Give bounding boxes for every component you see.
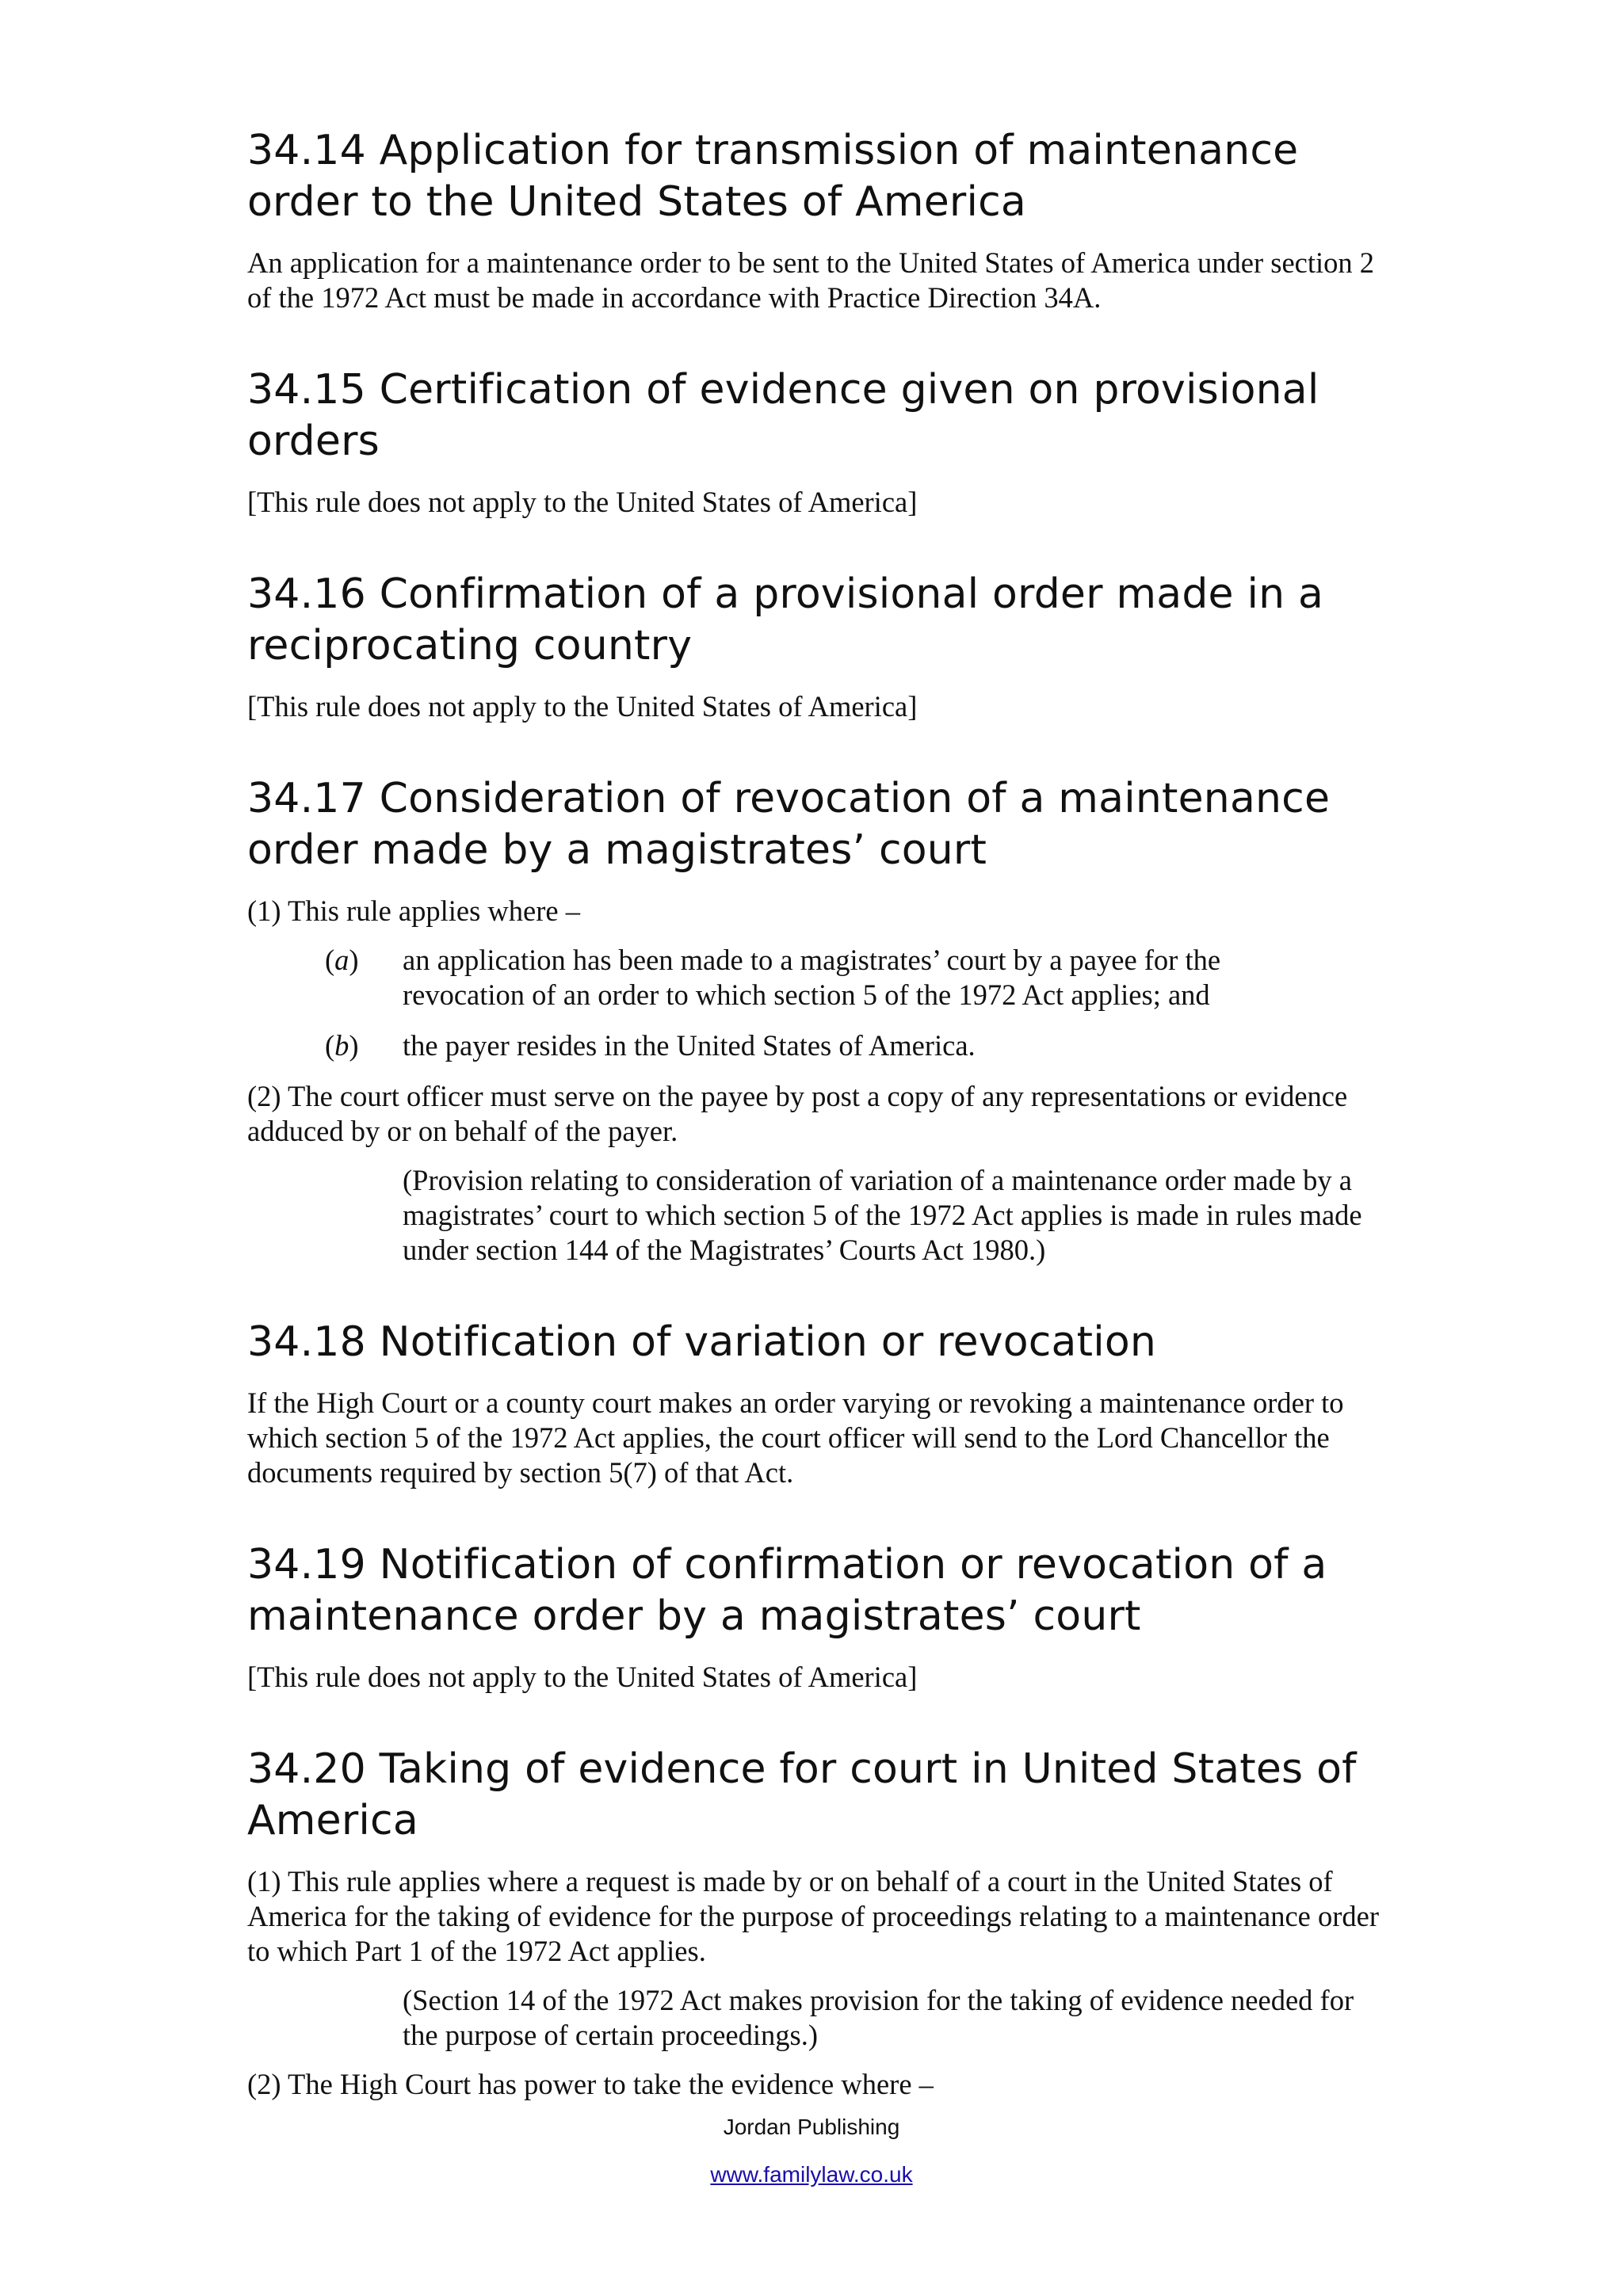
section-paragraph: [This rule does not apply to the United States of America]	[247, 486, 918, 518]
list-item-text: the payer resides in the United States of America.	[403, 1029, 976, 1062]
section-heading: 34.17 Consideration of revocation of a maintenance order made by a magistrates’ court	[247, 775, 1331, 874]
rule-34-15	[247, 364, 1388, 520]
section-heading: 34.14 Application for transmission of maintenance order to the United States of America	[247, 127, 1299, 226]
rule-34-16	[247, 569, 1388, 724]
editorial-note: (Section 14 of the 1972 Act makes provision for the taking of evidence needed for the purpose of certain proceedings.)	[403, 1984, 1354, 2051]
section-paragraph: (2) The court officer must serve on the payee by post a copy of any representations or evidence adduced by or on behalf of the payer.	[247, 1080, 1348, 1147]
rule-34-20	[247, 1744, 1388, 2102]
rule-34-18	[247, 1317, 1388, 1490]
rule-34-14	[247, 125, 1388, 315]
section-paragraph: An application for a maintenance order to be sent to the United States of America under section 2 of the 1972 Act must be made in accordance with Practice Direction 34A.	[247, 246, 1375, 314]
section-paragraph: (1) This rule applies where a request is made by or on behalf of a court in the United States of America for the taking of evidence for the purpose of proceedings relating to a maintenance order to which Part 1 of the 1972 Act applies.	[247, 1865, 1379, 1967]
footer-website-link[interactable]: www.familylaw.co.uk	[710, 2162, 913, 2187]
document-page	[247, 125, 1388, 2151]
section-heading: 34.20 Taking of evidence for court in United States of America	[247, 1745, 1357, 1844]
list-item-b	[247, 1028, 1388, 1063]
section-heading: 34.18 Notification of variation or revocation	[247, 1318, 1157, 1366]
section-paragraph: (1) This rule applies where –	[247, 894, 580, 927]
section-heading: 34.16 Confirmation of a provisional order made in a reciprocating country	[247, 570, 1324, 669]
section-heading: 34.15 Certification of evidence given on provisional orders	[247, 366, 1319, 465]
section-paragraph: [This rule does not apply to the United States of America]	[247, 1661, 918, 1693]
list-marker: (b)	[325, 1029, 359, 1062]
footer-publisher: Jordan Publishing	[723, 2115, 900, 2139]
section-paragraph: If the High Court or a county court makes an order varying or revoking a maintenance order to which section 5 of the 1972 Act applies, the court officer will send to the Lord Chancellor the documents required by section 5(7) of that Act.	[247, 1386, 1344, 1489]
section-paragraph: [This rule does not apply to the United States of America]	[247, 690, 918, 723]
editorial-note: (Provision relating to consideration of variation of a maintenance order made by a magistrates’ court to which section 5 of the 1972 Act applies is made in rules made under section 144 of the Magistrates’ Courts Act 1980.)	[403, 1164, 1362, 1266]
rule-34-19	[247, 1539, 1388, 1695]
section-paragraph: (2) The High Court has power to take the evidence where –	[247, 2068, 934, 2100]
section-heading: 34.19 Notification of confirmation or revocation of a maintenance order by a magistrates’ court	[247, 1541, 1327, 1640]
rule-34-17	[247, 773, 1388, 1268]
list-item-a	[247, 943, 1388, 1013]
list-item-text: an application has been made to a magistrates’ court by a payee for the revocation of an order to which section 5 of the 1972 Act applies; and	[403, 944, 1221, 1011]
list-marker: (a)	[325, 944, 359, 976]
